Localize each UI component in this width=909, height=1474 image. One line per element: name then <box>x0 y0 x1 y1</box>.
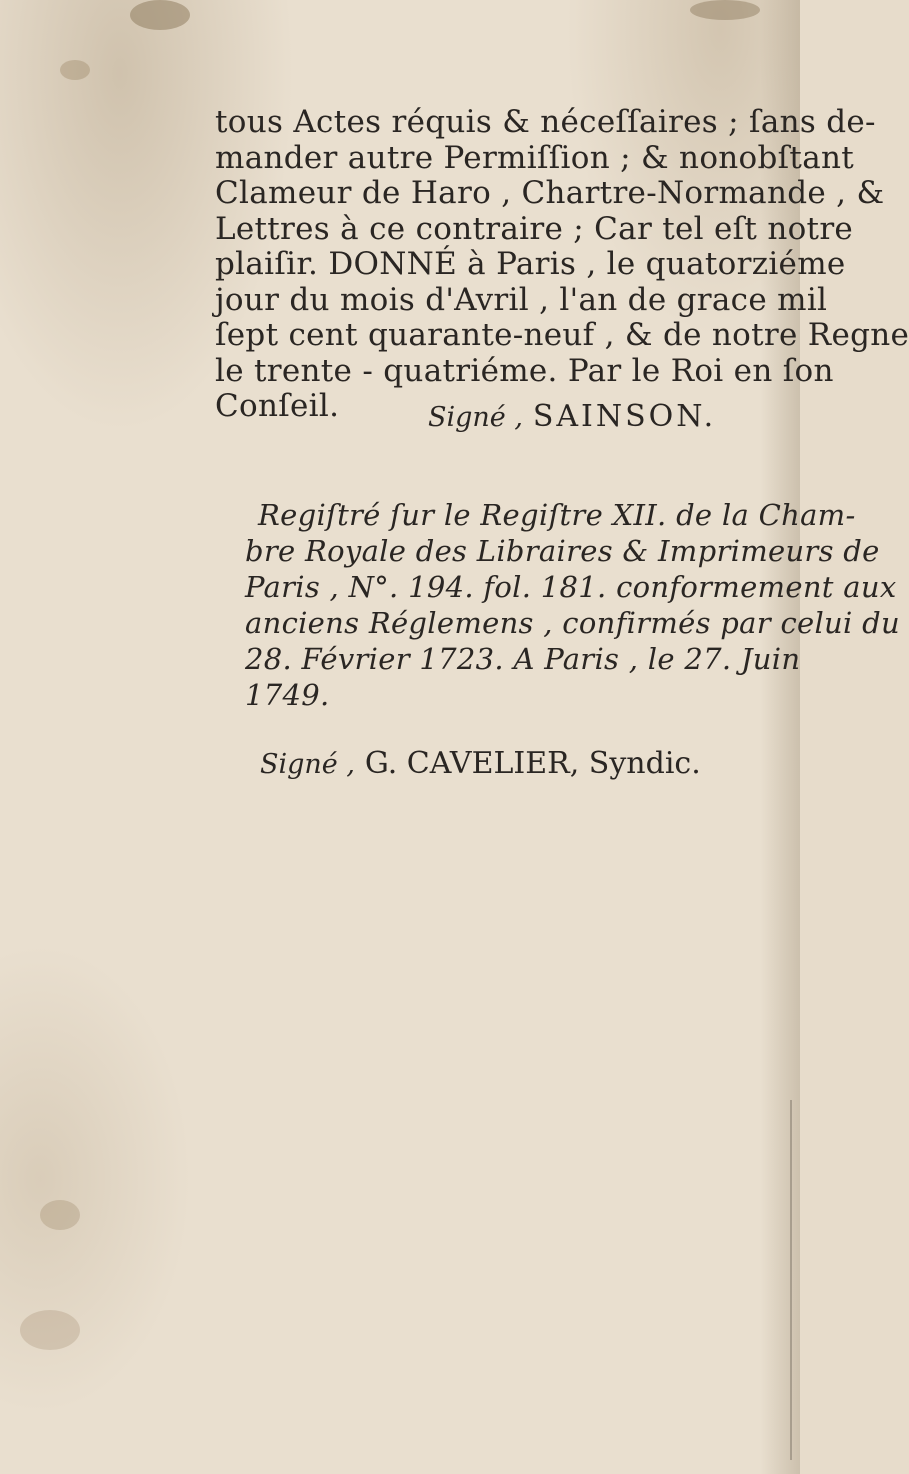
decree-line-7: ſept cent quarante-neuf , & de notre Regne <box>215 317 909 353</box>
ink-stain <box>690 0 760 20</box>
ink-stain <box>40 1200 80 1230</box>
ink-stain <box>60 60 90 80</box>
registration-signature <box>260 745 701 781</box>
registration-line-5: 28. Février 1723. A Paris , le 27. Juin <box>245 642 801 676</box>
decree-line-5: plaiſir. DONNÉ à Paris , le quatorziéme <box>215 246 846 282</box>
page-edge-line <box>790 1100 792 1460</box>
registration-line-4: anciens Réglemens , confirmés par celui du <box>245 606 900 640</box>
signature-name: G. CAVELIER, Syndic. <box>364 746 701 781</box>
decree-signature <box>428 398 716 434</box>
decree-line-1: tous Actes réquis & néceſſaires ; ſans de- <box>215 104 876 140</box>
registration-line-3: Paris , N°. 194. fol. 181. conformement aux <box>245 570 897 604</box>
signature-label: Signé , <box>260 749 355 780</box>
signature-label: Signé , <box>428 402 523 433</box>
decree-line-2: mander autre Permiſſion ; & nonobſtant <box>215 140 854 176</box>
ink-stain <box>130 0 190 30</box>
signature-name: SAINSON. <box>532 399 717 434</box>
decree-line-6: jour du mois d'Avril , l'an de grace mil <box>215 282 828 318</box>
decree-line-8: le trente - quatriéme. Par le Roi en ſon <box>215 353 834 389</box>
decree-line-3: Clameur de Haro , Chartre-Normande , & <box>215 175 885 211</box>
registration-line-6: 1749. <box>245 678 330 712</box>
ink-stain <box>20 1310 80 1350</box>
registration-line-1: Regiſtré ſur le Regiſtre XII. de la Cham- <box>258 498 856 532</box>
decree-line-4: Lettres à ce contraire ; Car tel eſt notre <box>215 211 854 247</box>
decree-line-9: Conſeil. <box>215 388 340 424</box>
registration-line-2: bre Royale des Libraires & Imprimeurs de <box>245 534 880 568</box>
